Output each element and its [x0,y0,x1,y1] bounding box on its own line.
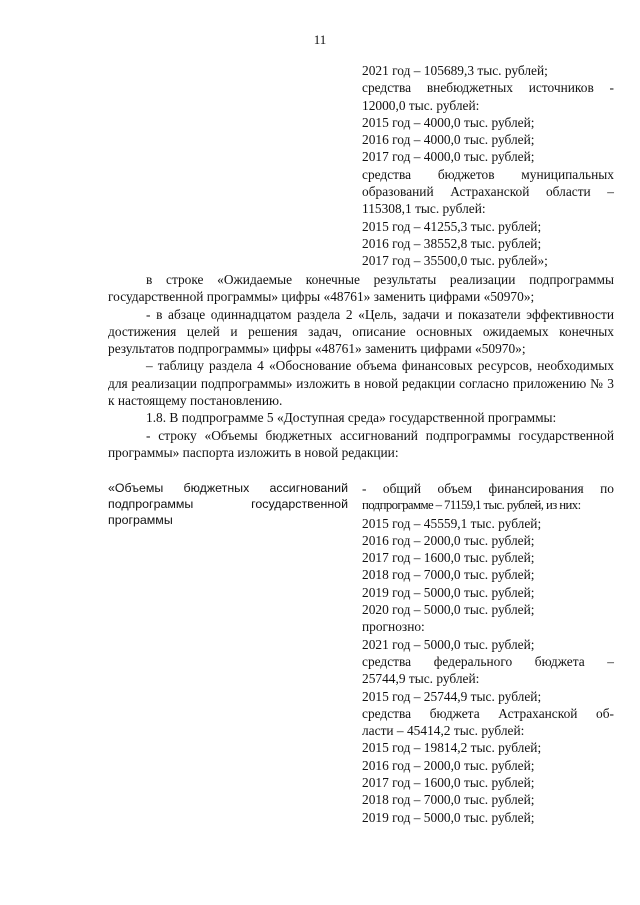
text-line: 2015 год – 4000,0 тыс. рублей; [362,114,535,130]
text-line: 2015 год – 41255,3 тыс. рублей; [362,218,542,234]
paragraph: 1.8. В подпрограмме 5 «Доступная среда» государственной программы: [146,410,557,426]
text-line: 2018 год – 7000,0 тыс. рублей; [362,567,535,583]
paragraph: - в абзаце одиннадцатом раздела 2 «Цель, задачи и показатели эффективности достижения целей и решения задач, описание основных ожидаемых конечных результатов подпрограммы» цифры «48761» заменить цифрами «50970»; [108,306,614,357]
text-line: средства внебюджетных источников - [362,80,614,96]
text-line: 115308,1 тыс. рублей: [362,201,486,217]
paragraph: – таблицу раздела 4 «Обоснование объема финансовых ресурсов, необходимых для реализации подпрограммы» изложить в новой редакции согласно приложению № 3 к настоящему постановлению. [108,358,614,409]
text-line: средства бюджетов муниципальных [362,166,614,182]
paragraph: - строку «Объемы бюджетных ассигнований подпрограммы государственной программы» паспорта изложить в новой редакции: [108,427,614,460]
table-right-cell [362,480,614,826]
text-line: подпрограмме – 71159,1 тыс. рублей, из них: [362,498,581,513]
text-line: 2016 год – 2000,0 тыс. рублей; [362,532,535,548]
text-line: 2015 год – 19814,2 тыс. рублей; [362,740,542,756]
text-line: 2017 год – 35500,0 тыс. рублей»; [362,253,548,269]
text-line: 2017 год – 1600,0 тыс. рублей; [362,550,535,566]
text-line: 2017 год – 4000,0 тыс. рублей; [362,149,535,165]
text-line: 2017 год – 1600,0 тыс. рублей; [362,775,535,791]
text-line: 2015 год – 25744,9 тыс. рублей; [362,688,542,704]
text-line: 2016 год – 2000,0 тыс. рублей; [362,757,535,773]
text-line: ласти – 45414,2 тыс. рублей: [362,723,525,739]
text-line: 2016 год – 38552,8 тыс. рублей; [362,235,542,251]
document-body [108,271,614,461]
text-line: 2018 год – 7000,0 тыс. рублей; [362,792,535,808]
text-line: 2015 год – 45559,1 тыс. рублей; [362,515,542,531]
text-line: 12000,0 тыс. рублей: [362,97,480,113]
paragraph: в строке «Ожидаемые конечные результаты реализации подпрограммы государственной программы» цифры «48761» заменить цифрами «50970»; [108,272,614,305]
text-line: средства федерального бюджета – [362,653,614,669]
text-line: 2019 год – 5000,0 тыс. рублей; [362,809,535,825]
text-line: образований Астраханской области – [362,184,614,200]
text-line: средства бюджета Астраханской об- [362,705,614,721]
table-left-cell: «Объемы бюджетных ассигнований подпрограммы государственной программы [108,481,348,528]
text-line: 2020 год – 5000,0 тыс. рублей; [362,602,535,618]
page-number: 11 [313,32,327,47]
text-line: 2021 год – 105689,3 тыс. рублей; [362,63,548,78]
text-line: 2021 год – 5000,0 тыс. рублей; [362,636,535,652]
text-line: 2016 год – 4000,0 тыс. рублей; [362,132,535,148]
text-line: - общий объем финансирования по [362,481,614,496]
text-line: прогнозно: [362,619,425,635]
text-line: 25744,9 тыс. рублей: [362,671,480,687]
text-line: 2019 год – 5000,0 тыс. рублей; [362,584,535,600]
funding-continuation-block [362,62,614,270]
